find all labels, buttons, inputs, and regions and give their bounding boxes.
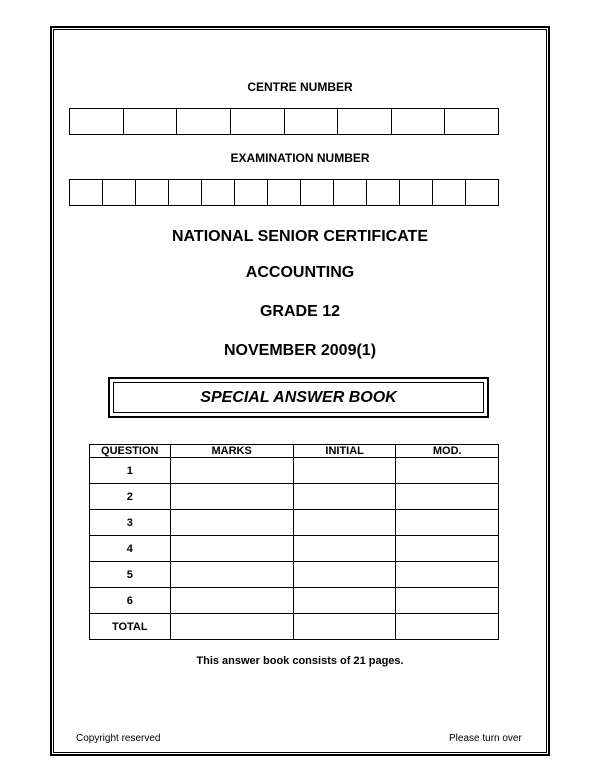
examination-number-box[interactable] [301, 180, 334, 205]
certificate-title: NATIONAL SENIOR CERTIFICATE [172, 228, 428, 245]
marks-table-header-cell: MARKS [170, 445, 293, 458]
examination-number-box[interactable] [367, 180, 400, 205]
mod-cell[interactable] [396, 562, 499, 588]
examination-number-box[interactable] [136, 180, 169, 205]
examination-number-box[interactable] [268, 180, 301, 205]
examination-number-boxes [69, 179, 499, 206]
question-number-cell: TOTAL [90, 614, 171, 640]
marks-table-row [90, 458, 499, 484]
mod-cell[interactable] [396, 484, 499, 510]
centre-number-box[interactable] [285, 109, 339, 134]
marks-table-row [90, 484, 499, 510]
initial-cell[interactable] [293, 536, 396, 562]
centre-number-label: CENTRE NUMBER [247, 80, 353, 94]
marks-table-header-cell: INITIAL [293, 445, 396, 458]
examination-number-box[interactable] [466, 180, 498, 205]
marks-cell[interactable] [170, 614, 293, 640]
pages-note: This answer book consists of 21 pages. [196, 655, 404, 667]
marks-cell[interactable] [170, 588, 293, 614]
grade-title: GRADE 12 [259, 303, 341, 320]
centre-number-box[interactable] [392, 109, 446, 134]
marks-table-row [90, 562, 499, 588]
initial-cell[interactable] [293, 562, 396, 588]
mod-cell[interactable] [396, 458, 499, 484]
examination-number-box[interactable] [400, 180, 433, 205]
examination-number-box[interactable] [70, 180, 103, 205]
centre-number-box[interactable] [338, 109, 392, 134]
initial-cell[interactable] [293, 588, 396, 614]
question-number-cell: 5 [90, 562, 171, 588]
question-number-cell: 3 [90, 510, 171, 536]
marks-table-row [90, 536, 499, 562]
marks-table-header-cell: QUESTION [90, 445, 171, 458]
marks-cell[interactable] [170, 536, 293, 562]
question-number-cell: 1 [90, 458, 171, 484]
initial-cell[interactable] [293, 614, 396, 640]
question-number-cell: 2 [90, 484, 171, 510]
centre-number-boxes [69, 108, 499, 135]
question-number-cell: 6 [90, 588, 171, 614]
examination-number-box[interactable] [169, 180, 202, 205]
centre-number-box[interactable] [70, 109, 124, 134]
centre-number-box[interactable] [231, 109, 285, 134]
centre-number-box[interactable] [177, 109, 231, 134]
examination-number-label: EXAMINATION NUMBER [230, 151, 370, 165]
footer-copyright: Copyright reserved [76, 733, 161, 744]
marks-table-row [90, 614, 499, 640]
marks-table-row [90, 510, 499, 536]
examination-number-box[interactable] [103, 180, 136, 205]
mod-cell[interactable] [396, 510, 499, 536]
mod-cell[interactable] [396, 588, 499, 614]
marks-cell[interactable] [170, 484, 293, 510]
marks-cell[interactable] [170, 458, 293, 484]
examination-number-box[interactable] [202, 180, 235, 205]
initial-cell[interactable] [293, 458, 396, 484]
examination-number-box[interactable] [433, 180, 466, 205]
mod-cell[interactable] [396, 614, 499, 640]
session-title: NOVEMBER 2009(1) [223, 342, 377, 359]
examination-number-box[interactable] [235, 180, 268, 205]
marks-table-header-row [90, 445, 499, 458]
centre-number-box[interactable] [445, 109, 498, 134]
footer-turn-over: Please turn over [449, 733, 522, 744]
marks-cell[interactable] [170, 562, 293, 588]
question-number-cell: 4 [90, 536, 171, 562]
marks-table-row [90, 588, 499, 614]
initial-cell[interactable] [293, 484, 396, 510]
marks-table-header-cell: MOD. [396, 445, 499, 458]
marks-table [89, 444, 499, 640]
mod-cell[interactable] [396, 536, 499, 562]
initial-cell[interactable] [293, 510, 396, 536]
marks-cell[interactable] [170, 510, 293, 536]
examination-number-box[interactable] [334, 180, 367, 205]
special-answer-book-box [108, 377, 489, 418]
subject-title: ACCOUNTING [245, 264, 355, 281]
special-answer-book-title: SPECIAL ANSWER BOOK [113, 382, 484, 413]
centre-number-box[interactable] [124, 109, 178, 134]
